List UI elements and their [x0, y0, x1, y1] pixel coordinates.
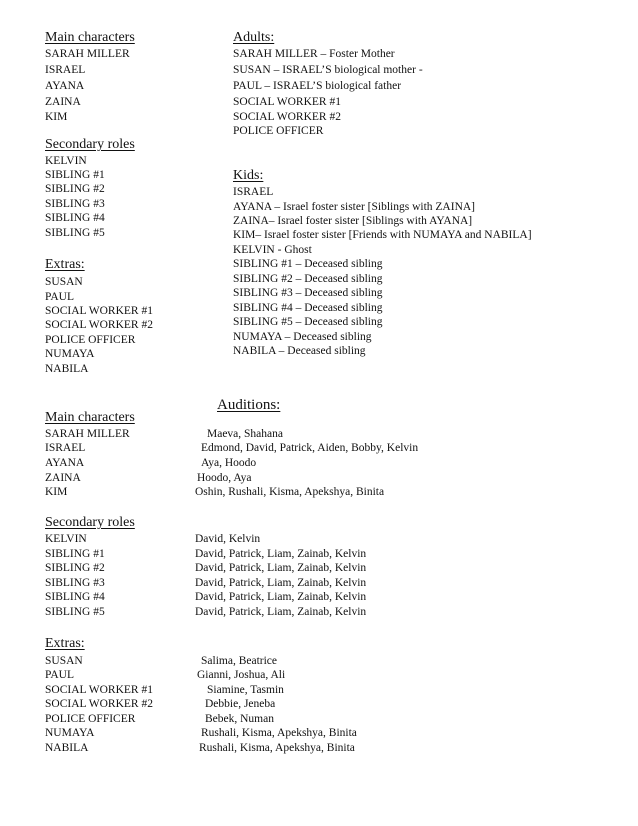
audition-names: Salima, Beatrice: [201, 655, 277, 667]
adults-item: SOCIAL WORKER #2: [233, 111, 341, 123]
audition-names: Hoodo, Aya: [197, 472, 252, 484]
auditions-title: Auditions:: [217, 397, 281, 413]
audition-role: SIBLING #2: [45, 562, 105, 574]
cast-main-item: ZAINA: [45, 96, 81, 108]
audition-names: Debbie, Jeneba: [205, 698, 276, 710]
audition-names: Aya, Hoodo: [201, 457, 257, 469]
cast-secondary-item: SIBLING #2: [45, 183, 105, 195]
auditions-main-heading: Main characters: [45, 410, 135, 425]
audition-role: AYANA: [45, 457, 85, 469]
cast-secondary-item: SIBLING #4: [45, 212, 105, 224]
audition-role: SIBLING #5: [45, 606, 105, 618]
cast-extras-item: SOCIAL WORKER #2: [45, 319, 153, 331]
adults-item: SUSAN – ISRAEL’S biological mother -: [233, 64, 423, 76]
adults-item: SARAH MILLER – Foster Mother: [233, 48, 395, 60]
adults-item: SOCIAL WORKER #1: [233, 96, 341, 108]
auditions-secondary-heading: Secondary roles: [45, 515, 135, 530]
audition-role: SOCIAL WORKER #2: [45, 698, 153, 710]
audition-names: David, Patrick, Liam, Zainab, Kelvin: [195, 606, 367, 618]
kids-item: NABILA – Deceased sibling: [233, 345, 366, 357]
kids-item: SIBLING #4 – Deceased sibling: [233, 302, 383, 314]
audition-role: NABILA: [45, 742, 89, 754]
audition-role: SOCIAL WORKER #1: [45, 684, 153, 696]
extras-heading: Extras:: [45, 257, 85, 272]
adults-item: POLICE OFFICER: [233, 125, 324, 137]
kids-item: NUMAYA – Deceased sibling: [233, 331, 372, 343]
cast-extras-item: PAUL: [45, 291, 74, 303]
audition-names: Oshin, Rushali, Kisma, Apekshya, Binita: [195, 486, 385, 498]
cast-secondary-item: KELVIN: [45, 155, 87, 167]
cast-secondary-item: SIBLING #1: [45, 169, 105, 181]
audition-names: David, Kelvin: [195, 533, 261, 545]
kids-item: SIBLING #2 – Deceased sibling: [233, 273, 383, 285]
audition-role: SIBLING #4: [45, 591, 105, 603]
kids-item: AYANA – Israel foster sister [Siblings with ZAINA]: [233, 201, 476, 213]
cast-extras-item: POLICE OFFICER: [45, 334, 136, 346]
audition-role: ZAINA: [45, 472, 81, 484]
audition-names: David, Patrick, Liam, Zainab, Kelvin: [195, 548, 367, 560]
kids-item: KIM– Israel foster sister [Friends with NUMAYA and NABILA]: [233, 229, 532, 241]
cast-main-item: SARAH MILLER: [45, 48, 130, 60]
audition-role: ISRAEL: [45, 442, 86, 454]
kids-item: SIBLING #3 – Deceased sibling: [233, 287, 383, 299]
audition-role: POLICE OFFICER: [45, 713, 136, 725]
audition-role: SARAH MILLER: [45, 428, 130, 440]
adults-item: PAUL – ISRAEL’S biological father: [233, 80, 402, 92]
audition-names: Rushali, Kisma, Apekshya, Binita: [201, 727, 357, 739]
cast-main-item: KIM: [45, 111, 68, 123]
audition-role: SIBLING #1: [45, 548, 105, 560]
cast-extras-item: SUSAN: [45, 276, 83, 288]
audition-role: KIM: [45, 486, 68, 498]
cast-extras-item: NUMAYA: [45, 348, 95, 360]
audition-names: Maeva, Shahana: [207, 428, 283, 440]
kids-item: KELVIN - Ghost: [233, 244, 312, 256]
audition-names: Siamine, Tasmin: [207, 684, 284, 696]
audition-role: SIBLING #3: [45, 577, 105, 589]
cast-secondary-item: SIBLING #3: [45, 198, 105, 210]
secondary-roles-heading: Secondary roles: [45, 137, 135, 152]
kids-item: ISRAEL: [233, 186, 274, 198]
auditions-extras-heading: Extras:: [45, 636, 85, 651]
audition-names: Edmond, David, Patrick, Aiden, Bobby, Kelvin: [201, 442, 419, 454]
kids-item: ZAINA– Israel foster sister [Siblings with AYANA]: [233, 215, 473, 227]
audition-names: David, Patrick, Liam, Zainab, Kelvin: [195, 562, 367, 574]
audition-role: KELVIN: [45, 533, 87, 545]
cast-main-item: AYANA: [45, 80, 85, 92]
audition-names: David, Patrick, Liam, Zainab, Kelvin: [195, 591, 367, 603]
audition-names: David, Patrick, Liam, Zainab, Kelvin: [195, 577, 367, 589]
kids-item: SIBLING #5 – Deceased sibling: [233, 316, 383, 328]
cast-extras-item: SOCIAL WORKER #1: [45, 305, 153, 317]
audition-names: Bebek, Numan: [205, 713, 274, 725]
kids-item: SIBLING #1 – Deceased sibling: [233, 258, 383, 270]
audition-names: Rushali, Kisma, Apekshya, Binita: [199, 742, 355, 754]
cast-secondary-item: SIBLING #5: [45, 227, 105, 239]
audition-role: NUMAYA: [45, 727, 95, 739]
kids-heading: Kids:: [233, 168, 264, 183]
adults-heading: Adults:: [233, 30, 275, 45]
cast-extras-item: NABILA: [45, 363, 89, 375]
audition-role: SUSAN: [45, 655, 83, 667]
main-characters-heading: Main characters: [45, 30, 135, 45]
audition-names: Gianni, Joshua, Ali: [197, 669, 286, 681]
audition-role: PAUL: [45, 669, 74, 681]
cast-main-item: ISRAEL: [45, 64, 86, 76]
